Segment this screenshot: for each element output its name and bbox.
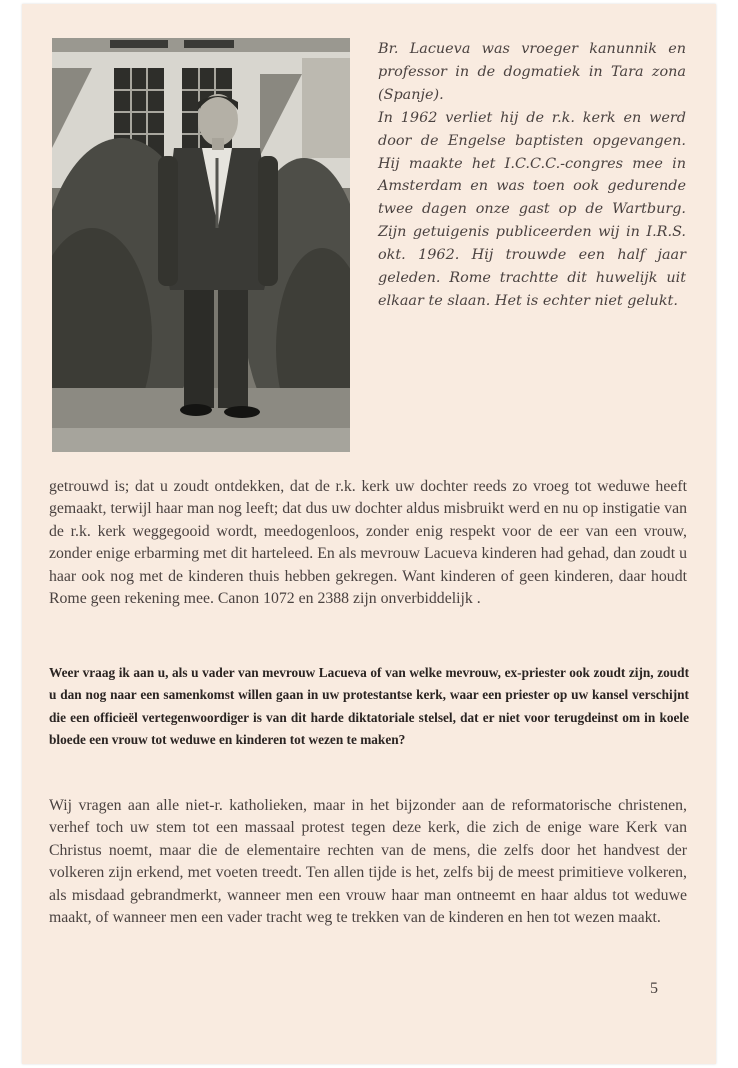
photo-caption: [378, 38, 686, 313]
body-paragraph-daughter: getrouwd is; dat u zoudt ontdekken, dat de r.k. kerk uw dochter reeds zo vroeg tot weduwe heeft gemaakt, terwijl haar man nog leeft; dat dus uw dochter aldus misbruikt werd en nu op instigatie van de r.k. kerk weggegooid wordt, meedogenloos, zonder enig respekt voor de eer van een vrouw, zonder enige erbarming met dit harteleed. En als mevrouw Lacueva kinderen had gehad, dan zoudt u haar ook nog met de kinderen thuis hebben gekregen. Want kinderen of geen kinderen, daar houdt Rome geen rekening mee. Canon 1072 en 2388 zijn onverbiddelijk .: [49, 478, 687, 608]
page-number: 5: [650, 980, 658, 997]
document-page: [22, 4, 716, 1064]
caption-paragraph-intro: Br. Lacueva was vroeger kanunnik en professor in de dogmatiek in Tara zona (Spanje).: [378, 41, 686, 103]
caption-paragraph-story: In 1962 verliet hij de r.k. kerk en werd door de Engelse baptisten opgevangen. Hij maakte het I.C.C.C.-congres mee in Amsterdam en was toen ook gedurende twee dagen onze gast op de Wartburg. Zijn getuigenis publiceerden wij in I.R.S. okt. 1962. Hij trouwde een half jaar geleden. Rome trachtte dit huwelijk uit elkaar te slaan. Het is echter niet gelukt.: [378, 109, 686, 309]
portrait-photo: [52, 38, 350, 452]
photo-illustration: [52, 38, 350, 452]
body-paragraph-appeal: Wij vragen aan alle niet-r. katholieken, maar in het bijzonder aan de reformatorische christenen, verhef toch uw stem tot een massaal protest tegen deze kerk, die zich de enige ware Kerk van Christus noemt, maar die de elementaire rechten van de mens, die zelfs door het handvest der volkeren zijn erkend, met voeten treedt. Ten allen tijde is het, zelfs bij de meest primitieve volkeren, als misdaad gebrandmerkt, wanneer men een vrouw haar man ontneemt en haar aldus tot weduwe maakt, of wanneer men een vader tracht weg te trekken van de kinderen en hen tot wezen maakt.: [49, 797, 687, 927]
bold-question-paragraph: Weer vraag ik aan u, als u vader van mevrouw Lacueva of van welke mevrouw, ex-priester ook zoudt zijn, zoudt u dan nog naar een samenkomst willen gaan in uw protestantse kerk, waar een priester op uw kansel verschijnt die een officieël vertegenwoordiger is van dit harde diktatoriale stelsel, dat er niet voor terugdeinst om in koele bloede een vrouw tot weduwe en kinderen tot wezen te maken?: [49, 665, 689, 748]
